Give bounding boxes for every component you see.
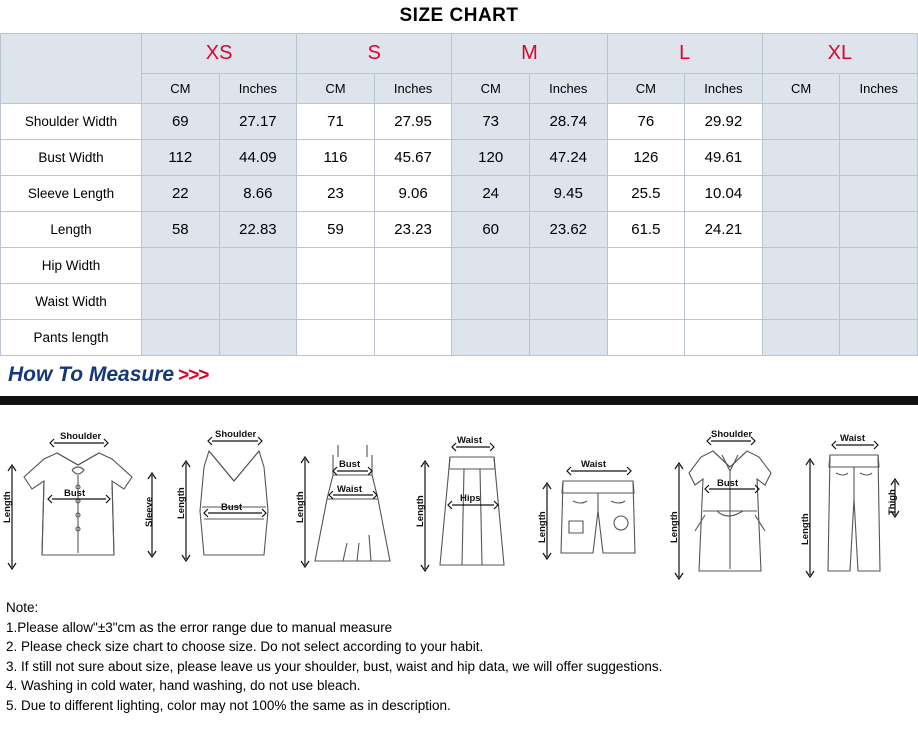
cell-shoulder-xs-cm: 69	[142, 104, 220, 140]
cell-bust-xl-in	[840, 140, 918, 176]
figure-label-length: Length	[295, 491, 306, 523]
cell-pants-s-in	[374, 320, 452, 356]
figure-label-length: Length	[414, 495, 426, 527]
cell-hip-xl-in	[840, 248, 918, 284]
figure-skirt	[412, 415, 532, 590]
cell-length-xl-in	[840, 212, 918, 248]
figure-label-bust: Bust	[716, 478, 738, 489]
cell-bust-l-cm: 126	[607, 140, 685, 176]
cell-length-l-cm: 61.5	[607, 212, 685, 248]
measurement-figures	[0, 405, 918, 590]
cell-hip-s-cm	[297, 248, 375, 284]
figure-label-hips: Hips	[459, 493, 481, 504]
figure-label-shoulder: Shoulder	[214, 429, 256, 440]
cell-waist-l-in	[685, 284, 763, 320]
cell-waist-xs-cm	[142, 284, 220, 320]
cell-hip-xl-cm	[762, 248, 840, 284]
figure-label-waist: Waist	[581, 459, 606, 470]
figure-label-bust: Bust	[64, 488, 86, 499]
cell-sleeve-xs-cm: 22	[142, 176, 220, 212]
size-header-xl: XL	[762, 34, 917, 74]
cell-waist-xl-in	[840, 284, 918, 320]
row-label-hip-width: Hip Width	[1, 248, 142, 284]
figure-label-sleeve: Sleeve	[144, 496, 155, 527]
cell-bust-s-cm: 116	[297, 140, 375, 176]
row-label-shoulder-width: Shoulder Width	[1, 104, 142, 140]
unit-header-l-in: Inches	[685, 74, 763, 104]
figure-label-length: Length	[537, 511, 548, 543]
size-header-xs: XS	[142, 34, 297, 74]
figure-blouse	[2, 415, 172, 590]
table-corner-cell	[1, 34, 142, 104]
note-item-5: 5. Due to different lighting, color may not 100% the same as in description.	[6, 697, 451, 713]
size-chart-table	[0, 33, 918, 356]
table-row	[1, 320, 918, 356]
unit-header-m-in: Inches	[529, 74, 607, 104]
cell-pants-xs-in	[219, 320, 297, 356]
figure-label-length: Length	[175, 487, 187, 519]
figure-label-waist: Waist	[456, 435, 482, 446]
figure-label-bust: Bust	[339, 459, 361, 470]
cell-length-l-in: 24.21	[685, 212, 763, 248]
cell-waist-l-cm	[607, 284, 685, 320]
cell-sleeve-xl-in	[840, 176, 918, 212]
figure-dress	[295, 415, 410, 590]
notes-heading: Note:	[6, 600, 39, 615]
cell-sleeve-l-in: 10.04	[685, 176, 763, 212]
cell-waist-s-cm	[297, 284, 375, 320]
cell-hip-l-in	[685, 248, 763, 284]
cell-length-m-cm: 60	[452, 212, 530, 248]
cell-sleeve-xl-cm	[762, 176, 840, 212]
row-label-pants-length: Pants length	[1, 320, 142, 356]
figure-label-waist: Waist	[840, 433, 865, 444]
notes-section	[0, 590, 918, 715]
figure-label-shoulder: Shoulder	[710, 429, 752, 440]
cell-waist-xl-cm	[762, 284, 840, 320]
cell-shoulder-m-in: 28.74	[529, 104, 607, 140]
cell-hip-xs-cm	[142, 248, 220, 284]
cell-hip-s-in	[374, 248, 452, 284]
table-row	[1, 284, 918, 320]
figure-label-length: Length	[800, 513, 811, 545]
cell-bust-xs-cm: 112	[142, 140, 220, 176]
cell-bust-xl-cm	[762, 140, 840, 176]
table-row	[1, 140, 918, 176]
cell-sleeve-xs-in: 8.66	[219, 176, 297, 212]
figure-shorts	[533, 415, 663, 590]
cell-hip-m-in	[529, 248, 607, 284]
figure-label-length: Length	[2, 491, 13, 523]
how-to-measure-header	[0, 360, 918, 396]
cell-pants-m-cm	[452, 320, 530, 356]
figure-pants	[796, 415, 916, 590]
divider-rule	[0, 396, 918, 405]
figure-tank-top	[174, 415, 294, 590]
cell-waist-s-in	[374, 284, 452, 320]
table-row	[1, 212, 918, 248]
unit-header-l-cm: CM	[607, 74, 685, 104]
table-row	[1, 248, 918, 284]
figure-label-length: Length	[668, 511, 680, 543]
unit-header-xl-cm: CM	[762, 74, 840, 104]
cell-sleeve-m-cm: 24	[452, 176, 530, 212]
cell-pants-m-in	[529, 320, 607, 356]
cell-pants-s-cm	[297, 320, 375, 356]
note-item-2: 2. Please check size chart to choose size. Do not select according to your habit.	[6, 639, 484, 654]
cell-waist-m-cm	[452, 284, 530, 320]
unit-header-s-in: Inches	[374, 74, 452, 104]
table-row	[1, 104, 918, 140]
cell-pants-l-in	[685, 320, 763, 356]
figure-label-waist: Waist	[337, 484, 362, 495]
unit-header-xl-in: Inches	[840, 74, 918, 104]
cell-pants-xl-cm	[762, 320, 840, 356]
row-label-bust-width: Bust Width	[1, 140, 142, 176]
size-header-l: L	[607, 34, 762, 74]
note-item-1: 1.Please allow"±3"cm as the error range due to manual measure	[6, 619, 393, 635]
cell-sleeve-l-cm: 25.5	[607, 176, 685, 212]
cell-bust-l-in: 49.61	[685, 140, 763, 176]
unit-header-s-cm: CM	[297, 74, 375, 104]
cell-pants-xl-in	[840, 320, 918, 356]
cell-length-xl-cm	[762, 212, 840, 248]
cell-sleeve-s-cm: 23	[297, 176, 375, 212]
size-header-s: S	[297, 34, 452, 74]
figure-label-bust: Bust	[220, 502, 242, 513]
cell-bust-s-in: 45.67	[374, 140, 452, 176]
cell-length-s-cm: 59	[297, 212, 375, 248]
cell-shoulder-xl-in	[840, 104, 918, 140]
table-row	[1, 176, 918, 212]
row-label-sleeve-length: Sleeve Length	[1, 176, 142, 212]
cell-shoulder-xl-cm	[762, 104, 840, 140]
cell-hip-m-cm	[452, 248, 530, 284]
cell-waist-xs-in	[219, 284, 297, 320]
cell-shoulder-xs-in: 27.17	[219, 104, 297, 140]
unit-header-m-cm: CM	[452, 74, 530, 104]
cell-bust-m-in: 47.24	[529, 140, 607, 176]
unit-header-xs-cm: CM	[142, 74, 220, 104]
cell-length-s-in: 23.23	[374, 212, 452, 248]
cell-hip-l-cm	[607, 248, 685, 284]
cell-pants-xs-cm	[142, 320, 220, 356]
cell-bust-xs-in: 44.09	[219, 140, 297, 176]
figure-label-thigh: Thigh	[887, 489, 898, 515]
cell-length-m-in: 23.62	[529, 212, 607, 248]
size-header-row	[1, 34, 918, 74]
how-to-measure-title: How To Measure	[8, 363, 175, 386]
cell-shoulder-s-in: 27.95	[374, 104, 452, 140]
note-item-4: 4. Washing in cold water, hand washing, do not use bleach.	[6, 678, 361, 693]
cell-bust-m-cm: 120	[452, 140, 530, 176]
row-label-waist-width: Waist Width	[1, 284, 142, 320]
cell-length-xs-in: 22.83	[219, 212, 297, 248]
cell-shoulder-l-cm: 76	[607, 104, 685, 140]
unit-header-xs-in: Inches	[219, 74, 297, 104]
cell-pants-l-cm	[607, 320, 685, 356]
cell-sleeve-s-in: 9.06	[374, 176, 452, 212]
page-title: SIZE CHART	[399, 5, 519, 26]
figure-label-shoulder: Shoulder	[60, 431, 102, 442]
cell-sleeve-m-in: 9.45	[529, 176, 607, 212]
cell-hip-xs-in	[219, 248, 297, 284]
cell-shoulder-m-cm: 73	[452, 104, 530, 140]
cell-shoulder-s-cm: 71	[297, 104, 375, 140]
cell-shoulder-l-in: 29.92	[685, 104, 763, 140]
cell-waist-m-in	[529, 284, 607, 320]
size-header-m: M	[452, 34, 607, 74]
note-item-3: 3. If still not sure about size, please leave us your shoulder, bust, waist and hip data, we will offer suggestions.	[6, 658, 663, 674]
cell-length-xs-cm: 58	[142, 212, 220, 248]
row-label-length: Length	[1, 212, 142, 248]
arrows-icon: >>>	[178, 365, 209, 386]
figure-coat	[665, 415, 795, 590]
